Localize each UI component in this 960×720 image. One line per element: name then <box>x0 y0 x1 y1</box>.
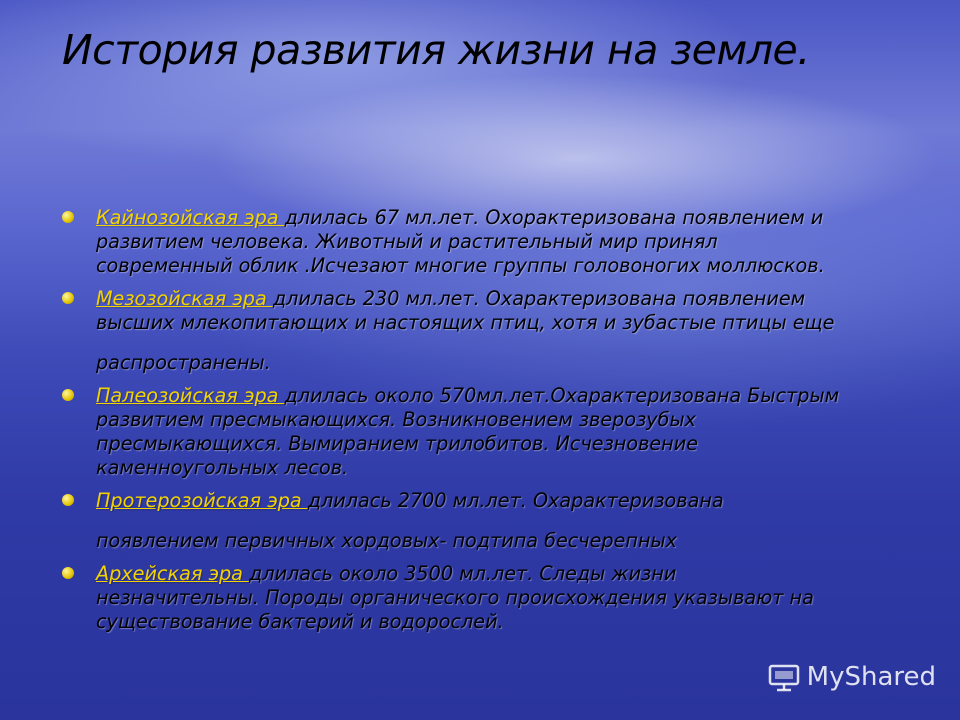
era-link-proterozoic[interactable]: Протерозойская эра <box>96 489 308 512</box>
list-item-line <box>96 562 922 586</box>
bullet-icon <box>62 567 74 579</box>
list-item-cenozoic <box>62 206 922 278</box>
list-item-line <box>96 384 922 408</box>
list-item-text: длилась около 3500 мл.лет. Следы жизни <box>249 562 677 585</box>
list-item-text: длилась 67 мл.лет. Охорактеризована появлением и <box>284 206 824 229</box>
list-item-line: появлением первичных хордовых- подтипа бесчерепных <box>96 529 678 552</box>
bullet-icon <box>62 292 74 304</box>
bullet-icon <box>62 494 74 506</box>
watermark-text: MyShared <box>806 662 936 692</box>
bullet-icon <box>62 211 74 223</box>
list-item-line: развитием человека. Животный и растительный мир принял <box>96 230 718 253</box>
list-item-line: существование бактерий и водорослей. <box>96 610 504 633</box>
list-item-line <box>96 287 922 311</box>
list-item-line <box>96 206 922 230</box>
list-item-line: незначительны. Породы органического происхождения указывают на <box>96 586 814 609</box>
list-item-text: длилась 2700 мл.лет. Охарактеризована <box>307 489 724 512</box>
era-link-mesozoic[interactable]: Мезозойская эра <box>96 287 273 310</box>
list-item-line <box>96 489 922 513</box>
list-item-text: длилась 230 мл.лет. Охарактеризована появлением <box>272 287 806 310</box>
watermark <box>767 662 936 692</box>
list-item-proterozoic <box>62 489 922 553</box>
bullet-icon <box>62 389 74 401</box>
slide-title: История развития жизни на земле. <box>62 26 810 74</box>
list-item-archean <box>62 562 922 634</box>
list-item-text: длилась около 570мл.лет.Охарактеризована Быстрым <box>284 384 840 407</box>
era-link-cenozoic[interactable]: Кайнозойская эра <box>96 206 285 229</box>
era-link-paleozoic[interactable]: Палеозойская эра <box>96 384 285 407</box>
list-item-paleozoic <box>62 384 922 480</box>
era-link-archean[interactable]: Архейская эра <box>96 562 250 585</box>
list-item-mesozoic <box>62 287 922 375</box>
list-item-line: пресмыкающихся. Вымиранием трилобитов. Исчезновение <box>96 432 698 455</box>
era-list <box>62 206 922 634</box>
list-item-line: высших млекопитающих и настоящих птиц, хотя и зубастые птицы еще <box>96 311 835 334</box>
list-item-line: распространены. <box>96 351 271 374</box>
presentation-board-icon <box>767 662 801 692</box>
list-item-line: современный облик .Исчезают многие группы головоногих моллюсков. <box>96 254 825 277</box>
list-item-line: каменноугольных лесов. <box>96 456 349 479</box>
list-item-line: развитием пресмыкающихся. Возникновением зверозубых <box>96 408 696 431</box>
